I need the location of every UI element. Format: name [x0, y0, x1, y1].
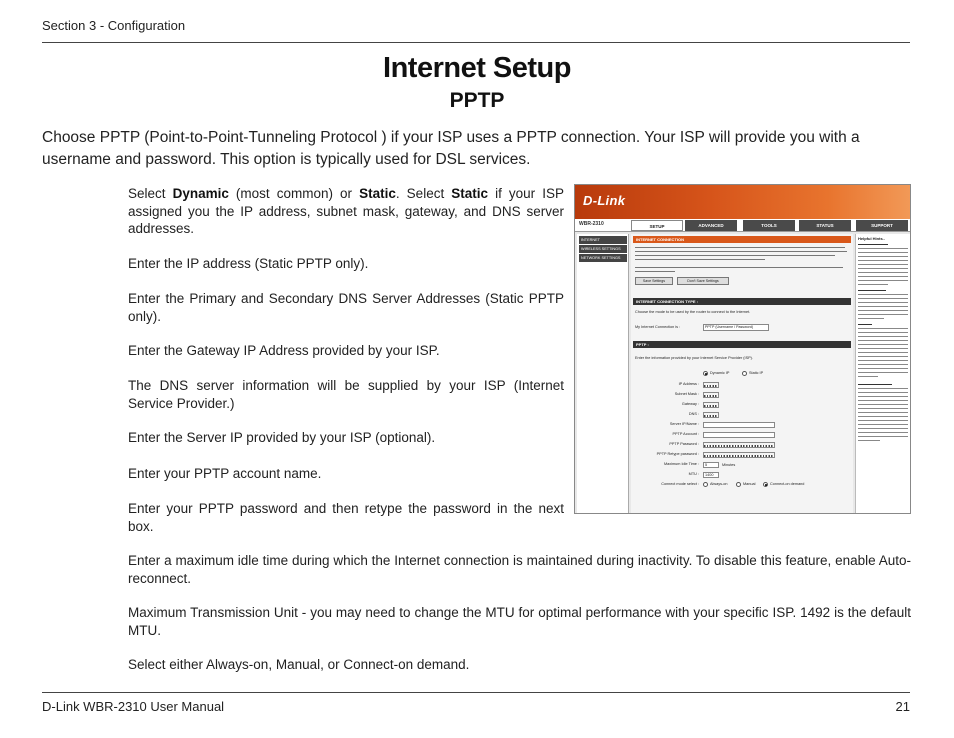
- router-screenshot: [574, 184, 911, 514]
- help-line: [858, 294, 908, 295]
- help-line: [858, 432, 908, 433]
- connection-type-select[interactable]: PPTP (Username / Password): [703, 324, 769, 331]
- help-line: [858, 328, 908, 329]
- help-line: [858, 404, 908, 405]
- ip-address-field[interactable]: [703, 382, 719, 388]
- type-label: My Internet Connection is :: [635, 325, 681, 329]
- type-description: Choose the mode to be used by the router to connect to the Internet.: [635, 310, 751, 314]
- help-line: [858, 376, 878, 377]
- page-title: Internet Setup: [383, 52, 571, 84]
- help-line: [858, 306, 908, 307]
- help-heading: Helpful Hints..: [858, 236, 885, 241]
- help-line: [858, 348, 908, 349]
- help-line: [858, 428, 908, 429]
- help-line: [858, 284, 888, 285]
- help-line: [858, 384, 892, 385]
- section-label: Section 3 - Configuration: [42, 18, 186, 33]
- keyword-static-2: Static: [451, 186, 489, 201]
- help-line: [858, 412, 908, 413]
- tab-support[interactable]: SUPPORT: [856, 220, 908, 231]
- always-on-label: Always-on: [710, 482, 728, 486]
- footer-manual-title: D-Link WBR-2310 User Manual: [42, 699, 225, 714]
- page-subtitle: PPTP: [449, 89, 505, 112]
- help-line: [858, 396, 908, 397]
- desc-server-ip: Enter the Server IP provided by your ISP (optional).: [128, 430, 436, 445]
- radio-dynamic-ip[interactable]: [703, 371, 708, 376]
- help-line: [858, 248, 908, 249]
- dont-save-settings-button[interactable]: Don't Save Settings: [677, 277, 729, 285]
- radio-static-ip[interactable]: [742, 371, 747, 376]
- desc-gateway: Enter the Gateway IP Address provided by your ISP.: [128, 343, 440, 358]
- desc-subnet-mask: Enter the Primary and Secondary DNS Server Addresses (Static PPTP only).: [128, 291, 564, 324]
- help-line: [858, 340, 908, 341]
- help-line: [858, 336, 908, 337]
- help-line: [858, 424, 908, 425]
- router-help-panel: [855, 234, 910, 514]
- bar-internet-connection: INTERNET CONNECTION: [633, 236, 851, 243]
- help-line: [858, 298, 908, 299]
- menu-network-settings[interactable]: NETWORK SETTINGS: [579, 254, 627, 263]
- tab-advanced[interactable]: ADVANCED: [685, 220, 737, 231]
- dlink-logo: D-Link: [583, 193, 626, 208]
- desc-pptp-password: Enter your PPTP password and then retype the password in the next box.: [128, 501, 564, 534]
- label-server-ip: Server IP/Name :: [669, 422, 699, 426]
- pptp-retype-field[interactable]: [703, 452, 775, 458]
- idle-unit-label: Minutes: [722, 463, 736, 467]
- label-max-idle: Maximum Idle Time :: [663, 462, 699, 466]
- help-line: [858, 392, 908, 393]
- help-line: [858, 302, 908, 303]
- help-line: [858, 272, 908, 273]
- pptp-password-field[interactable]: [703, 442, 775, 448]
- help-line: [858, 440, 880, 441]
- menu-wireless-settings[interactable]: WIRELESS SETTINGS: [579, 245, 627, 254]
- help-line: [858, 364, 908, 365]
- help-line: [858, 276, 908, 277]
- label-dns: DNS :: [688, 412, 699, 416]
- desc-pptp: Select Dynamic (most common) or Static. Select Static if your ISP assigned you the IP address, subnet mask, gateway, and DNS server addresses.: [128, 186, 564, 236]
- pptp-account-field[interactable]: [703, 432, 775, 438]
- text-line: [635, 267, 843, 268]
- help-line: [858, 368, 908, 369]
- intro-paragraph: Choose PPTP (Point-to-Point-Tunneling Protocol ) if your ISP uses a PPTP connection. Your ISP will provide you with a username and password. This option is typically used for DSL services.: [42, 129, 860, 168]
- text-line: [635, 259, 765, 260]
- label-gateway: Gateway :: [681, 402, 699, 406]
- help-line: [858, 344, 908, 345]
- router-model: WBR-2310: [579, 221, 604, 227]
- help-line: [858, 416, 908, 417]
- label-pptp-retype: PPTP Retype password :: [656, 452, 699, 456]
- label-connect-mode: Connect mode select :: [661, 482, 699, 486]
- text-line: [635, 271, 675, 272]
- radio-always-on[interactable]: [703, 482, 708, 487]
- help-line: [858, 360, 908, 361]
- subnet-mask-field[interactable]: [703, 392, 719, 398]
- tab-status[interactable]: STATUS: [799, 220, 851, 231]
- dns-field[interactable]: [703, 412, 719, 418]
- pptp-description: Enter the information provided by your Internet Service Provider (ISP).: [635, 356, 753, 360]
- desc-maximum-idle-time: Enter a maximum idle time during which the Internet connection is maintained during inactivity. To disable this feature, enable Auto-reconnect.: [128, 553, 911, 586]
- desc-ip-address: Enter the IP address (Static PPTP only).: [128, 256, 369, 271]
- help-line: [858, 268, 908, 269]
- footer-rule: [42, 692, 910, 693]
- desc-connect-mode: Select either Always-on, Manual, or Connect-on demand.: [128, 657, 470, 672]
- bar-connection-type: INTERNET CONNECTION TYPE :: [633, 298, 851, 305]
- tab-tools[interactable]: TOOLS: [743, 220, 795, 231]
- help-line: [858, 400, 908, 401]
- label-subnet-mask: Subnet Mask :: [674, 392, 699, 396]
- help-line: [858, 420, 908, 421]
- help-line: [858, 408, 908, 409]
- router-left-menu: [577, 234, 629, 514]
- radio-dynamic-label: Dynamic IP: [710, 371, 730, 375]
- tab-setup[interactable]: SETUP: [631, 220, 683, 231]
- help-line: [858, 290, 886, 291]
- help-line: [858, 252, 908, 253]
- save-settings-button[interactable]: Save Settings: [635, 277, 673, 285]
- label-pptp-account: PPTP Account :: [672, 432, 699, 436]
- radio-manual[interactable]: [736, 482, 741, 487]
- help-line: [858, 372, 908, 373]
- help-line: [858, 356, 908, 357]
- router-banner: [575, 185, 911, 219]
- help-line: [858, 310, 908, 311]
- connect-on-demand-label: Connect-on demand: [770, 482, 805, 486]
- server-ip-field[interactable]: [703, 422, 775, 428]
- help-line: [858, 260, 908, 261]
- keyword-static: Static: [359, 186, 396, 201]
- desc-dns: The DNS server information will be supplied by your ISP (Internet Service Provider.): [128, 378, 564, 411]
- help-line: [858, 388, 908, 389]
- help-line: [858, 332, 908, 333]
- label-ip-address: IP Address :: [678, 382, 699, 386]
- bar-pptp: PPTP :: [633, 341, 851, 348]
- help-line: [858, 324, 872, 325]
- help-line: [858, 318, 884, 319]
- help-line: [858, 256, 908, 257]
- help-line: [858, 264, 908, 265]
- keyword-dynamic: Dynamic: [172, 186, 229, 201]
- label-pptp-password: PPTP Password :: [669, 442, 699, 446]
- label-mtu: MTU :: [688, 472, 699, 476]
- text-line: [635, 247, 845, 248]
- gateway-field[interactable]: [703, 402, 719, 408]
- radio-static-label: Static IP: [749, 371, 764, 375]
- help-line: [858, 352, 908, 353]
- desc-mtu: Maximum Transmission Unit - you may need to change the MTU for optimal performance with your specific ISP. 1492 is the default MTU.: [128, 605, 911, 638]
- mtu-field[interactable]: 1400: [703, 472, 719, 478]
- help-line: [858, 244, 888, 245]
- help-line: [858, 280, 908, 281]
- header-rule: [42, 42, 910, 43]
- desc-pptp-account: Enter your PPTP account name.: [128, 466, 322, 481]
- help-line: [858, 436, 908, 437]
- radio-connect-on-demand[interactable]: [763, 482, 768, 487]
- menu-internet[interactable]: INTERNET: [579, 236, 627, 245]
- router-main-panel: [631, 234, 853, 514]
- help-line: [858, 314, 908, 315]
- text-line: [635, 251, 847, 252]
- max-idle-field[interactable]: 5: [703, 462, 719, 468]
- manual-label: Manual: [743, 482, 756, 486]
- text-line: [635, 255, 835, 256]
- footer-page-number: 21: [895, 699, 910, 714]
